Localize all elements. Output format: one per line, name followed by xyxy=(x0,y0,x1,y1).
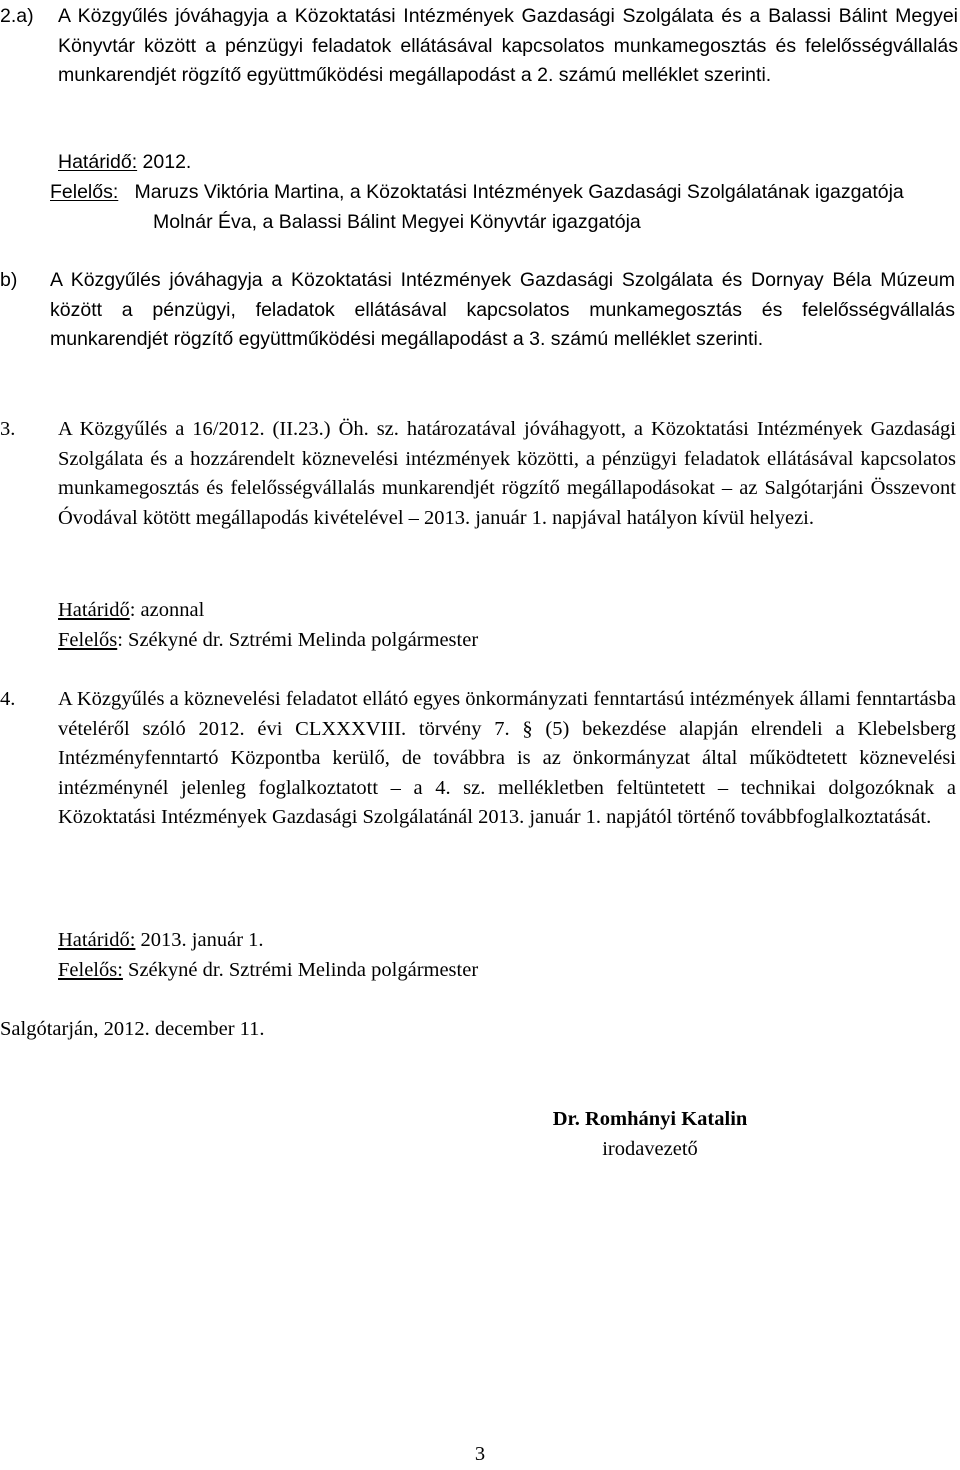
signature-block xyxy=(500,1105,800,1164)
responsible-label: Felelős xyxy=(58,629,118,651)
resolution-item-2b xyxy=(0,266,960,355)
deadline-value: 2012. xyxy=(142,151,192,173)
item-label: 2.a) xyxy=(0,5,34,27)
item-label: 4. xyxy=(0,688,16,710)
resolution-item-4 xyxy=(0,685,960,833)
deadline-value: 2013. január 1. xyxy=(140,929,264,951)
responsible-line xyxy=(58,956,478,986)
responsible-line xyxy=(58,626,478,656)
responsible-label: Felelős: xyxy=(50,181,119,203)
signer-name: Dr. Romhányi Katalin xyxy=(552,1108,748,1130)
item-label: 3. xyxy=(0,418,16,440)
resolution-item-2a xyxy=(0,2,960,91)
responsible-value: : Székyné dr. Sztrémi Melinda polgármester xyxy=(117,629,479,651)
item-text: A Közgyűlés jóváhagyja a Közoktatási Intézmények Gazdasági Szolgálata és Dornyay Béla Múzeum között a pénzügyi, feladatok ellátásával kapcsolatos munkamegosztás és felelősségvállalás munkarendjét rögzítő együttműködési megállapodást a 3. számú melléklet szerinti. xyxy=(50,269,955,351)
item-text: A Közgyűlés a 16/2012. (II.23.) Öh. sz. határozatával jóváhagyott, a Közoktatási Intézmények Gazdasági Szolgálata és a hozzárendelt köznevelési intézmények közötti, a pénzügyi feladatok ellátásával kapcsolatos munkamegosztás és felelősségvállalás munkarendjét rögzítő megállapodásokat – az Salgótarjáni Összevont Óvodával kötött megállapodás kivételével – 2013. január 1. napjával hatályon kívül helyezi. xyxy=(58,418,956,529)
deadline-line xyxy=(58,148,191,178)
page-number: 3 xyxy=(474,1443,486,1465)
deadline-line xyxy=(58,596,204,626)
responsible-value: Székyné dr. Sztrémi Melinda polgármester xyxy=(128,959,479,981)
item-text: A Közgyűlés a köznevelési feladatot ellátó egyes önkormányzati fenntartású intézmények állami fenntartásba vételéről szóló 2012. évi CLXXXVIII. törvény 7. § (5) bekezdése alapján elrendeli a Klebelsberg Intézményfenntartó Központba kerülő, de továbbra is az önkormányzat által működtetett köznevelési intézménynél jelenleg foglalkoztatott – a 4. sz. mellékletben feltüntetett – technikai dolgozóknak a Közoktatási Intézmények Gazdasági Szolgálatánál 2013. január 1. napjától történő továbbfoglalkoztatását. xyxy=(58,688,956,829)
deadline-value: : azonnal xyxy=(129,599,205,621)
deadline-label: Határidő xyxy=(58,599,130,621)
deadline-line xyxy=(58,926,264,956)
responsible-person-2: Molnár Éva, a Balassi Bálint Megyei Könyvtár igazgatója xyxy=(153,210,641,233)
item-label: b) xyxy=(0,269,18,291)
item-text: A Közgyűlés jóváhagyja a Közoktatási Intézmények Gazdasági Szolgálata és a Balassi Bálint Megyei Könyvtár között a pénzügyi feladatok ellátásával kapcsolatos munkamegosztás és felelősségvállalás munkarendjét rögzítő együttműködési megállapodást a 2. számú melléklet szerinti. xyxy=(58,5,958,87)
responsible-block xyxy=(50,178,960,237)
place-and-date: Salgótarján, 2012. december 11. xyxy=(0,1018,265,1040)
responsible-label: Felelős: xyxy=(58,959,123,981)
resolution-item-3 xyxy=(0,415,960,533)
signer-title: irodavezető xyxy=(602,1137,698,1160)
deadline-label: Határidő: xyxy=(58,151,138,173)
responsible-person-1: Maruzs Viktória Martina, a Közoktatási Intézmények Gazdasági Szolgálatának igazgatója xyxy=(134,181,904,203)
deadline-label: Határidő: xyxy=(58,929,136,951)
